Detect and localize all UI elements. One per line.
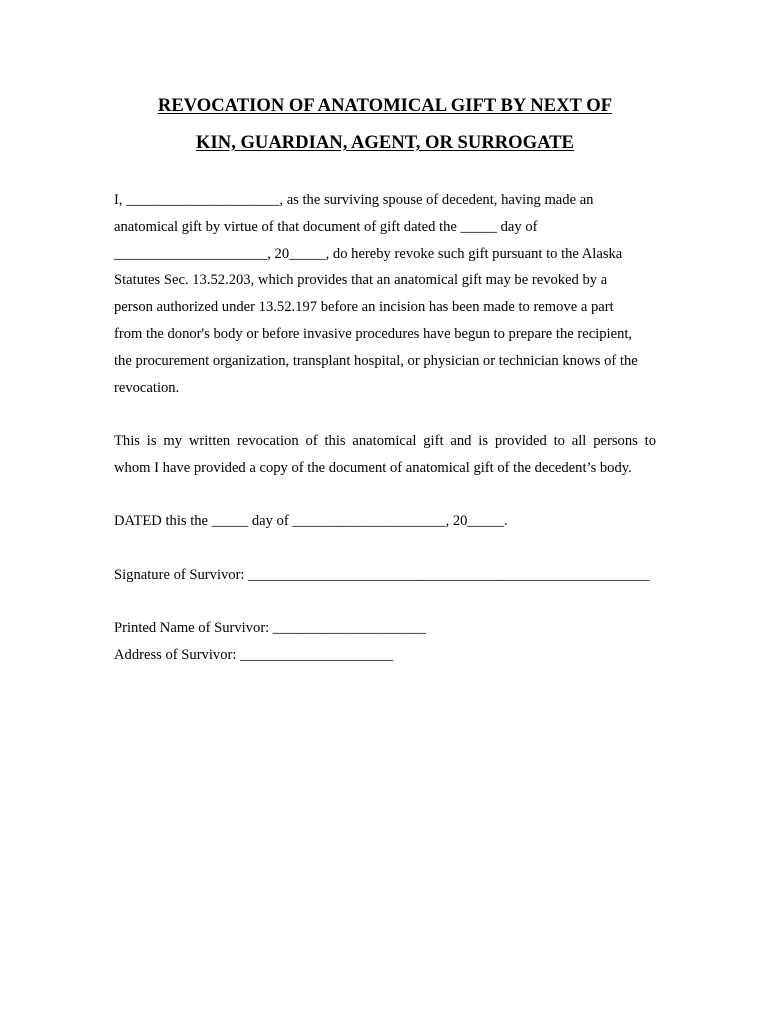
document-title-line-1: REVOCATION OF ANATOMICAL GIFT BY NEXT OF [157, 95, 613, 116]
paragraph1-line-1: I, _____________________, as the surviving spouse of decedent, having made an [114, 192, 594, 208]
address-line: Address of Survivor: _____________________ [114, 647, 394, 663]
paragraph1-line-6: from the donor's body or before invasive procedures have begun to prepare the recipient, [114, 326, 633, 342]
paragraph1-line-5: person authorized under 13.52.197 before an incision has been made to remove a part [114, 299, 614, 315]
paragraph1-line-7: the procurement organization, transplant hospital, or physician or technician knows of the [114, 353, 638, 369]
document-title-line-2: KIN, GUARDIAN, AGENT, OR SURROGATE [196, 132, 574, 153]
paragraph1-line-8: revocation. [114, 380, 180, 396]
paragraph2-line-1: This is my written revocation of this anatomical gift and is provided to all persons to [114, 433, 656, 449]
dated-line: DATED this the _____ day of _____________________, 20_____. [114, 513, 508, 529]
signature-line: Signature of Survivor: _______________________________________________________ [114, 567, 650, 583]
paragraph1-line-3: _____________________, 20_____, do hereby revoke such gift pursuant to the Alaska [114, 246, 623, 262]
paragraph1-line-4: Statutes Sec. 13.52.203, which provides that an anatomical gift may be revoked by a [114, 272, 608, 288]
paragraph1-line-2: anatomical gift by virtue of that document of gift dated the _____ day of [114, 219, 538, 235]
printed-name-line: Printed Name of Survivor: _____________________ [114, 620, 427, 636]
paragraph2-line-2: whom I have provided a copy of the document of anatomical gift of the decedent’s body. [114, 460, 632, 476]
